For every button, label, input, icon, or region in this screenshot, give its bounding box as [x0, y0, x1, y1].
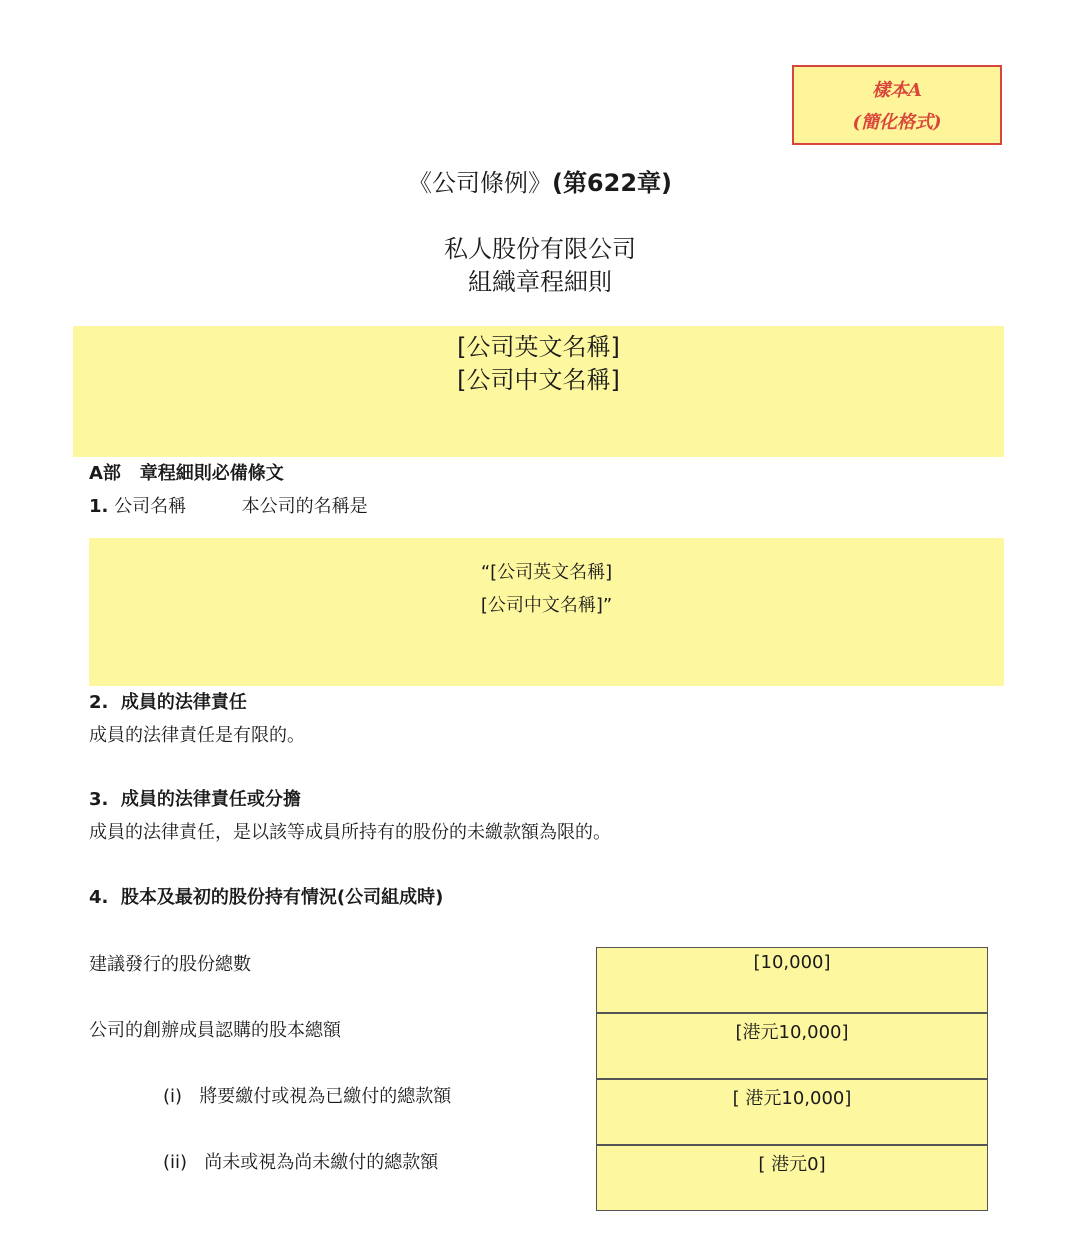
part-a-heading — [89, 461, 284, 487]
part-a-label: A部 — [89, 463, 121, 484]
section-1 — [89, 494, 368, 520]
chapter-number: (第622章) — [551, 169, 673, 197]
section-2-text: 成員的法律責任是有限的。 — [89, 725, 305, 746]
capital-row-value: [ 港元10,000] — [596, 1079, 988, 1145]
sample-label: 樣本A — [872, 80, 922, 101]
section-1-number: 1. — [89, 496, 109, 517]
section-2-heading — [89, 690, 247, 716]
capital-row-label-i — [163, 1084, 451, 1110]
capital-row-value: [ 港元0] — [596, 1145, 988, 1211]
company-name-box — [89, 538, 1004, 686]
section-3-title: 成員的法律責任或分擔 — [120, 789, 301, 810]
section-3-text: 成員的法律責任，是以該等成員所持有的股份的未繳款額為限的。 — [89, 822, 611, 843]
section-2-title: 成員的法律責任 — [120, 692, 247, 713]
capital-row-label-ii — [163, 1150, 438, 1176]
sample-format-label: (簡化格式) — [852, 112, 942, 133]
section-4-number: 4. — [89, 887, 109, 908]
company-type-title: 私人股份有限公司 — [444, 235, 636, 263]
company-chinese-name: [公司中文名稱] — [457, 366, 620, 394]
section-1-heading: 公司名稱 — [114, 496, 187, 517]
company-name-highlight — [73, 326, 1004, 457]
capital-row-text: 尚未或視為尚未繳付的總款額 — [204, 1152, 439, 1173]
capital-row-text: 將要繳付或視為已繳付的總款額 — [199, 1086, 452, 1107]
section-2-number: 2. — [89, 692, 109, 713]
capital-row-label: 建議發行的股份總數 — [89, 954, 251, 975]
section-4-title: 股本及最初的股份持有情況(公司組成時) — [120, 887, 444, 908]
ordinance-name: 《公司條例》 — [407, 169, 552, 197]
capital-row-value: [港元10,000] — [596, 1013, 988, 1079]
capital-row-marker: (i) — [163, 1086, 183, 1107]
capital-row-label: 公司的創辦成員認購的股本總額 — [89, 1020, 341, 1041]
document-title — [0, 163, 1080, 198]
section-3-heading — [89, 787, 301, 813]
section-4-heading — [89, 885, 443, 911]
company-chinese-name-quoted: [公司中文名稱]” — [480, 595, 613, 616]
section-1-text: 本公司的名稱是 — [241, 496, 368, 517]
sample-label-box — [792, 65, 1002, 145]
part-a-title: 章程細則必備條文 — [139, 463, 284, 484]
section-3-number: 3. — [89, 789, 109, 810]
capital-row-value: [10,000] — [596, 947, 988, 1013]
articles-title: 組織章程細則 — [468, 268, 612, 296]
company-english-name: [公司英文名稱] — [457, 333, 620, 361]
company-english-name-quoted: “[公司英文名稱] — [480, 562, 613, 583]
capital-row-marker: (ii) — [163, 1152, 188, 1173]
